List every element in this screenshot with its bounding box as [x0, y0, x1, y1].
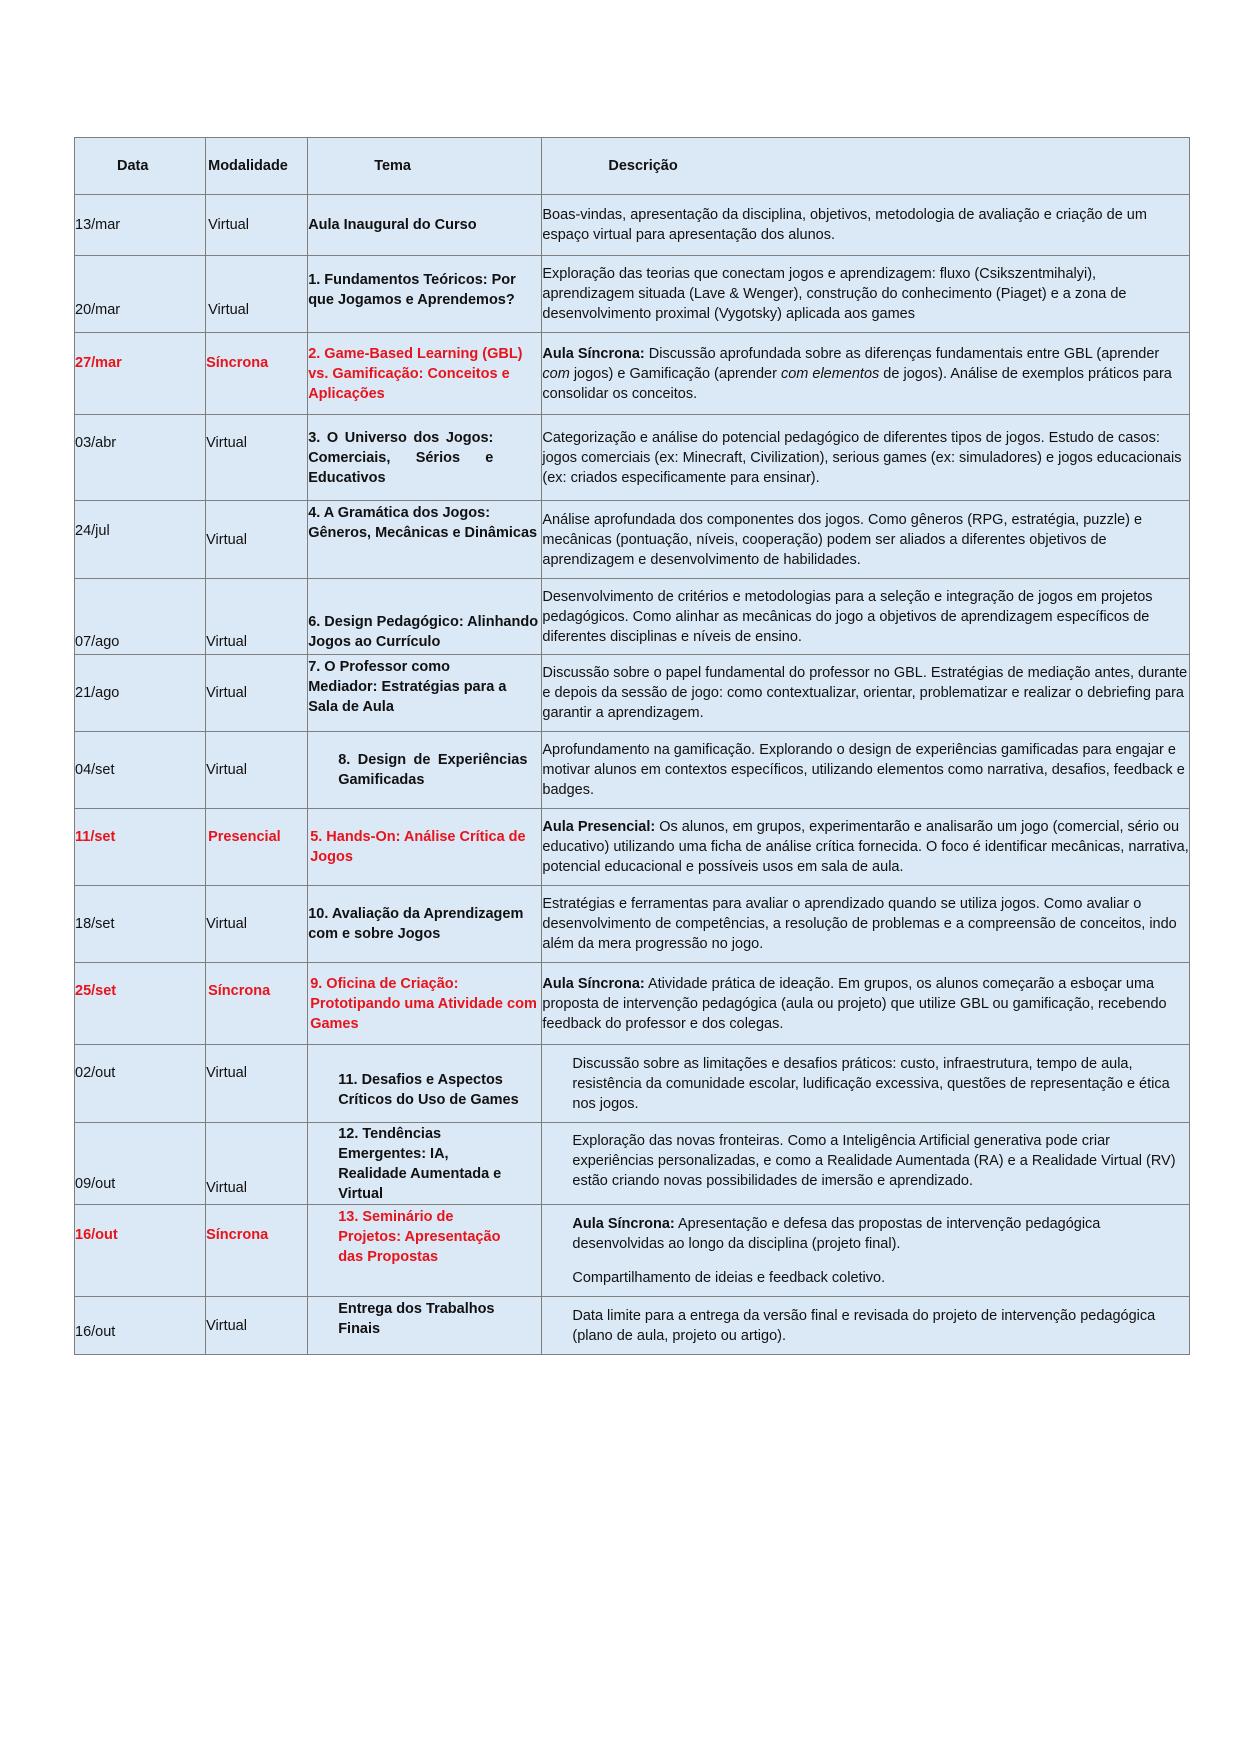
row-date: 20/mar	[75, 256, 206, 333]
table-row	[75, 256, 1190, 333]
row-date: 07/ago	[75, 579, 206, 655]
row-topic: 6. Design Pedagógico: Alinhando Jogos ao Currículo	[308, 579, 542, 655]
row-topic: Aula Inaugural do Curso	[308, 195, 542, 256]
row-topic: 13. Seminário de Projetos: Apresentação das Propostas	[308, 1205, 542, 1297]
row-modality: Síncrona	[206, 1205, 308, 1297]
row-modality: Síncrona	[206, 963, 308, 1045]
row-description	[542, 333, 1190, 415]
row-topic: 9. Oficina de Criação: Prototipando uma Atividade com Games	[308, 963, 542, 1045]
row-date: 24/jul	[75, 501, 206, 579]
row-description	[542, 1205, 1190, 1297]
row-date: 27/mar	[75, 333, 206, 415]
row-modality: Virtual	[206, 501, 308, 579]
row-modality: Virtual	[206, 1045, 308, 1123]
row-modality: Virtual	[206, 1123, 308, 1205]
row-topic: 10. Avaliação da Aprendizagem com e sobre Jogos	[308, 886, 542, 963]
row-description	[542, 809, 1190, 886]
row-description: Exploração das novas fronteiras. Como a Inteligência Artificial generativa pode criar experiências personalizadas, e como a Realidade Aumentada (RA) e a Realidade Virtual (RV) estão criando novas possibilidades de imersão e aprendizado.	[542, 1123, 1190, 1205]
row-modality: Virtual	[206, 579, 308, 655]
row-modality: Virtual	[206, 886, 308, 963]
header-descricao: Descrição	[542, 138, 1190, 195]
row-topic: Entrega dos Trabalhos Finais	[308, 1297, 542, 1355]
header-modalidade: Modalidade	[206, 138, 308, 195]
desc-text: Compartilhamento de ideias e feedback coletivo.	[572, 1269, 886, 1286]
row-description: Estratégias e ferramentas para avaliar o aprendizado quando se utiliza jogos. Como avaliar o desenvolvimento de competências, a resolução de problemas e a compreensão de conceitos, indo além da mera progressão no jogo.	[542, 886, 1190, 963]
row-date: 16/out	[75, 1205, 206, 1297]
desc-italic: com	[542, 365, 570, 382]
row-topic: 11. Desafios e Aspectos Críticos do Uso de Games	[308, 1045, 542, 1123]
row-modality: Virtual	[206, 415, 308, 501]
row-topic: 8. Design de Experiências Gamificadas	[308, 732, 542, 809]
row-date: 18/set	[75, 886, 206, 963]
table-row	[75, 963, 1190, 1045]
row-topic: 7. O Professor como Mediador: Estratégias para a Sala de Aula	[308, 655, 542, 732]
row-modality: Virtual	[206, 1297, 308, 1355]
row-topic: 12. Tendências Emergentes: IA, Realidade Aumentada e Virtual	[308, 1123, 542, 1205]
row-date: 09/out	[75, 1123, 206, 1205]
table-row	[75, 579, 1190, 655]
row-description: Categorização e análise do potencial pedagógico de diferentes tipos de jogos. Estudo de casos: jogos comerciais (ex: Minecraft, Civilization), serious games (ex: simuladores) e jogos educacionais (ex: criados especificamente para ensinar).	[542, 415, 1190, 501]
row-modality: Virtual	[206, 195, 308, 256]
row-modality: Virtual	[206, 655, 308, 732]
row-description: Desenvolvimento de critérios e metodologias para a seleção e integração de jogos em projetos pedagógicos. Como alinhar as mecânicas do jogo a objetivos de aprendizagem específicos de diferentes disciplinas e níveis de ensino.	[542, 579, 1190, 655]
table-row	[75, 415, 1190, 501]
row-date: 02/out	[75, 1045, 206, 1123]
desc-text: de jogos). Análise de exemplos práticos para consolidar os conceitos.	[542, 365, 1172, 402]
row-topic: 4. A Gramática dos Jogos: Gêneros, Mecânicas e Dinâmicas	[308, 501, 542, 579]
table-row	[75, 501, 1190, 579]
header-data: Data	[75, 138, 206, 195]
desc-text: Discussão aprofundada sobre as diferenças fundamentais entre GBL (aprender	[644, 345, 1160, 362]
row-modality: Presencial	[206, 809, 308, 886]
table-row	[75, 809, 1190, 886]
row-date: 13/mar	[75, 195, 206, 256]
row-date: 21/ago	[75, 655, 206, 732]
desc-label: Aula Síncrona:	[572, 1215, 675, 1232]
table-row	[75, 1123, 1190, 1205]
row-date: 16/out	[75, 1297, 206, 1355]
table-row	[75, 732, 1190, 809]
header-tema: Tema	[308, 138, 542, 195]
row-modality: Virtual	[206, 256, 308, 333]
row-date: 11/set	[75, 809, 206, 886]
desc-text: Apresentação e defesa das propostas de intervenção pedagógica desenvolvidas ao longo da disciplina (projeto final).	[572, 1215, 1101, 1252]
desc-label: Aula Síncrona:	[542, 345, 645, 362]
table-row	[75, 1045, 1190, 1123]
desc-text: Atividade prática de ideação. Em grupos, os alunos começarão a esboçar uma proposta de intervenção pedagógica (aula ou projeto) que utilize GBL ou gamificação, recebendo feedback do professor e dos colegas.	[542, 975, 1167, 1032]
row-description: Discussão sobre as limitações e desafios práticos: custo, infraestrutura, tempo de aula, resistência da comunidade escolar, ludificação excessiva, questões de representação e ética nos jogos.	[542, 1045, 1190, 1123]
desc-label: Aula Síncrona:	[542, 975, 645, 992]
table-row	[75, 1297, 1190, 1355]
row-topic: 2. Game-Based Learning (GBL) vs. Gamificação: Conceitos e Aplicações	[308, 333, 542, 415]
row-date: 04/set	[75, 732, 206, 809]
header-row	[75, 138, 1190, 195]
row-date: 03/abr	[75, 415, 206, 501]
desc-text: jogos) e Gamificação (aprender	[569, 365, 781, 382]
row-description: Exploração das teorias que conectam jogos e aprendizagem: fluxo (Csikszentmihalyi), aprendizagem situada (Lave & Wenger), construção do conhecimento (Piaget) e a zona de desenvolvimento proximal (Vygotsky) aplicada aos games	[542, 256, 1190, 333]
row-description: Aprofundamento na gamificação. Explorando o design de experiências gamificadas para engajar e motivar alunos em contextos específicos, utilizando elementos como narrativa, desafios, feedback e badges.	[542, 732, 1190, 809]
desc-text: Os alunos, em grupos, experimentarão e analisarão um jogo (comercial, sério ou educativo) utilizando uma ficha de análise crítica fornecida. O foco é identificar mecânicas, narrativa, potencial educacional e possíveis usos em sala de aula.	[542, 819, 1189, 875]
row-topic: 5. Hands-On: Análise Crítica de Jogos	[308, 809, 542, 886]
table-row	[75, 1205, 1190, 1297]
row-modality: Virtual	[206, 732, 308, 809]
row-description: Boas-vindas, apresentação da disciplina, objetivos, metodologia de avaliação e criação de um espaço virtual para apresentação dos alunos.	[542, 195, 1190, 256]
table-row	[75, 886, 1190, 963]
row-description: Data limite para a entrega da versão final e revisada do projeto de intervenção pedagógica (plano de aula, projeto ou artigo).	[542, 1297, 1190, 1355]
row-description: Análise aprofundada dos componentes dos jogos. Como gêneros (RPG, estratégia, puzzle) e mecânicas (pontuação, níveis, cooperação) podem ser aliados a diferentes objetivos de aprendizagem e desenvolvimento de habilidades.	[542, 501, 1190, 579]
row-date: 25/set	[75, 963, 206, 1045]
table-row	[75, 333, 1190, 415]
row-topic: 1. Fundamentos Teóricos: Por que Jogamos e Aprendemos?	[308, 256, 542, 333]
row-description: Discussão sobre o papel fundamental do professor no GBL. Estratégias de mediação antes, durante e depois da sessão de jogo: como contextualizar, orientar, problematizar e realizar o debriefing para garantir a aprendizagem.	[542, 655, 1190, 732]
row-description	[542, 963, 1190, 1045]
desc-label: Aula Presencial:	[542, 819, 656, 835]
desc-italic: com elementos	[780, 365, 880, 382]
row-modality: Síncrona	[206, 333, 308, 415]
schedule-table	[74, 137, 1190, 1355]
table-row	[75, 655, 1190, 732]
row-topic: 3. O Universo dos Jogos: Comerciais, Sérios e Educativos	[308, 415, 542, 501]
table-row	[75, 195, 1190, 256]
